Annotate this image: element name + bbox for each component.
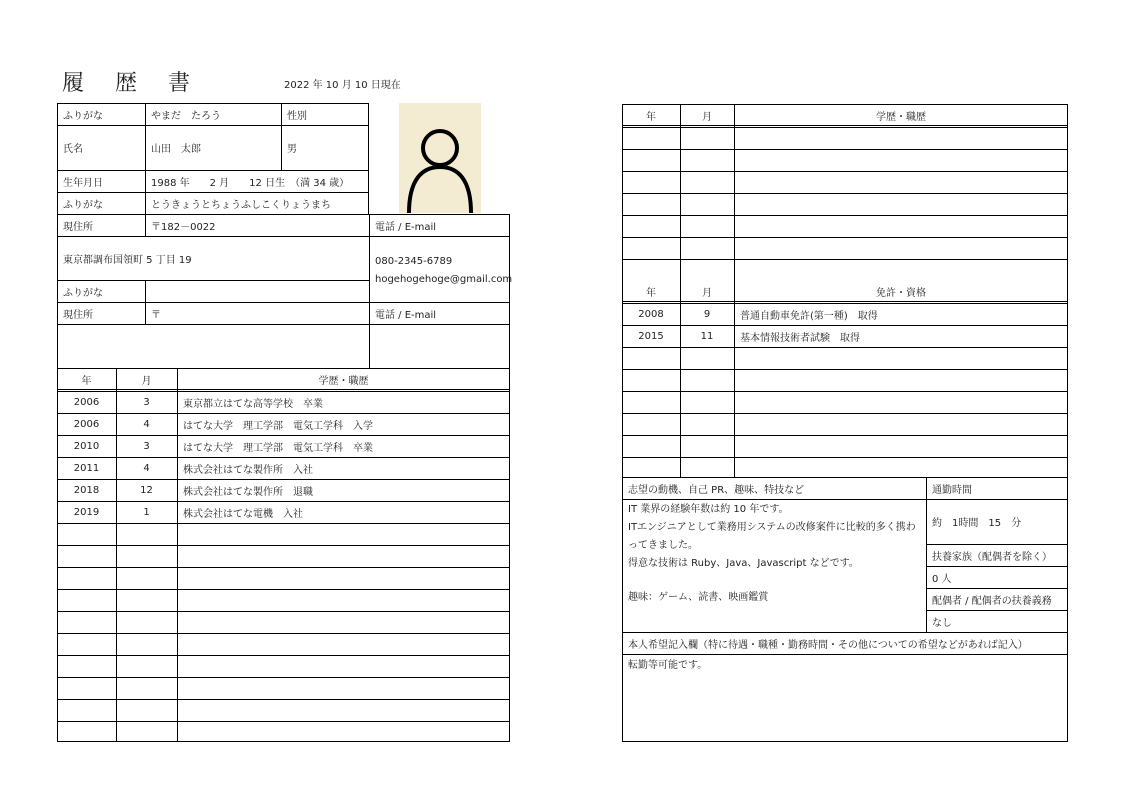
history-year-cell [622,457,680,479]
history-year-cell [622,149,680,171]
history-year-cell [622,237,680,259]
photo-placeholder [399,103,481,213]
history-content-cell: 株式会社はてな製作所 退職 [183,486,313,498]
history-content-cell [734,237,1068,259]
history-month-cell [116,633,177,655]
history-month-cell [680,413,734,435]
spouse-value: なし [932,617,952,629]
history-month-cell [116,677,177,699]
name-label: 氏名 [63,144,83,155]
history-year-cell [622,435,680,457]
history-year-cell [57,611,116,633]
dependents-label: 扶養家族（配偶者を除く） [932,551,1052,563]
history-content-cell: はてな大学 理工学部 電気工学科 卒業 [183,442,373,454]
person-icon [399,103,481,213]
history-content-cell: はてな大学 理工学部 電気工学科 入学 [183,420,373,432]
history-month-cell: 4 [143,418,150,430]
postal-code: 〒182－0022 [151,221,216,233]
history-content-cell [734,391,1068,413]
history-content-cell [177,699,510,721]
history-year-cell [622,369,680,391]
history-month-cell [116,611,177,633]
birth-value: 1988 年 2 月 12 日生 （満 34 歳） [151,177,350,189]
phone-number: 080-2345-6789 [375,256,453,267]
address-furigana-label: ふりがな [63,199,103,211]
license-year-header: 年 [646,287,656,299]
history-year-cell [622,391,680,413]
history-content-cell [177,721,510,743]
history-content-cell [734,171,1068,193]
history-year-cell: 2019 [73,506,100,518]
history-year-cell [57,721,116,743]
gender-label: 性別 [287,110,307,122]
motivation-line: 趣味：ゲーム、読書、映画鑑賞 [628,592,769,603]
history-content-cell [734,347,1068,369]
history-content-cell [177,545,510,567]
history-year-cell [57,633,116,655]
history-year-cell: 2006 [73,418,100,430]
contact-furigana-label: ふりがな [63,287,103,299]
right-year-header: 年 [646,111,656,123]
history-year-cell [622,215,680,237]
history-month-cell [116,699,177,721]
motivation-label: 志望の動機、自己 PR、趣味、特技など [628,484,805,496]
history-year-cell [622,347,680,369]
name-value: 山田 太郎 [151,144,201,155]
history-month-cell [680,127,734,149]
history-month-cell [680,193,734,215]
history-year-cell [622,259,680,281]
history-year-cell: 2011 [73,462,100,474]
history-year-cell [57,523,116,545]
history-month-cell: 9 [703,308,711,320]
history-content-cell [177,655,510,677]
date-stamp: 2022 年 10 月 10 日現在 [284,80,401,91]
motivation-line: ってきました。 [628,540,698,551]
history-content-cell [177,633,510,655]
history-content-cell [734,259,1068,281]
history-month-cell [116,523,177,545]
history-month-cell: 4 [143,462,150,474]
contact-phone-label: 電話 / E-mail [375,309,437,321]
history-content-cell [177,589,510,611]
requests-value: 転勤等可能です。 [628,659,708,671]
history-content-cell: 株式会社はてな電機 入社 [183,508,303,520]
address-furigana-value: とうきょうとちょうふしこくりょうまち [151,199,331,211]
history-year-cell: 2018 [73,484,100,496]
history-content-cell: 普通自動車免許(第一種) 取得 [740,310,878,322]
history-year-cell [57,699,116,721]
history-content-cell [734,413,1068,435]
history-month-cell: 1 [143,506,150,518]
history-content-cell: 基本情報技術者試験 取得 [740,332,860,344]
history-month-cell [680,171,734,193]
history-year-cell [622,413,680,435]
history-month-cell [680,259,734,281]
commute-value: 約 1時間 15 分 [932,518,1022,529]
phone-label: 電話 / E-mail [375,221,437,233]
history-month-cell [116,589,177,611]
history-content-cell [177,523,510,545]
history-content-cell [734,457,1068,479]
history-year-cell [57,589,116,611]
contact-postal: 〒 [151,309,161,321]
spouse-label: 配偶者 / 配偶者の扶養義務 [932,595,1052,607]
history-year-cell: 2015 [638,330,664,342]
right-content-header: 学歴・職歴 [876,111,926,123]
gender-value: 男 [287,144,297,155]
history-year-cell [622,193,680,215]
history-month-cell [680,457,734,479]
history-year-cell: 2008 [638,308,664,320]
history-year-header: 年 [81,375,92,387]
history-year-cell: 2006 [73,396,100,408]
license-month-header: 月 [702,287,712,299]
history-year-cell [57,677,116,699]
history-year-cell [57,545,116,567]
history-content-cell [734,149,1068,171]
email-address: hogehogehoge@gmail.com [375,274,513,285]
commute-label: 通勤時間 [932,484,972,496]
history-month-cell [680,347,734,369]
dependents-value: 0 人 [932,573,952,585]
contact-info [369,251,513,291]
history-month-cell [116,655,177,677]
contact-address-label: 現住所 [63,309,93,321]
history-content-cell [734,127,1068,149]
history-month-cell [680,215,734,237]
history-content-cell [177,567,510,589]
page-title: 履 歴 書 [62,71,202,96]
history-content-cell: 東京都立はてな高等学校 卒業 [183,398,323,410]
history-content-cell [734,369,1068,391]
address-value: 東京都調布国領町 5 丁目 19 [63,254,192,266]
history-month-cell [116,567,177,589]
history-month-cell [680,369,734,391]
motivation-line: ITエンジニアとして業務用システムの改修案件に比較的多く携わ [628,522,916,533]
history-year-cell [57,655,116,677]
furigana-label: ふりがな [63,110,103,122]
motivation-line: IT 業界の経験年数は約 10 年です。 [628,504,789,515]
birth-label: 生年月日 [63,177,103,189]
furigana-value: やまだ たろう [151,110,221,122]
history-content-cell [734,193,1068,215]
history-month-cell: 11 [700,330,714,342]
history-year-cell [57,567,116,589]
history-month-cell: 3 [143,396,150,408]
history-year-cell [622,127,680,149]
right-month-header: 月 [702,111,712,123]
license-content-header: 免許・資格 [876,287,926,299]
motivation-line: 得意な技術は Ruby、Java、Javascript などです。 [628,558,859,569]
address-label: 現住所 [63,221,93,233]
history-month-cell [680,149,734,171]
history-content-cell: 株式会社はてな製作所 入社 [183,464,313,476]
history-month-cell [680,237,734,259]
requests-label: 本人希望記入欄（特に待遇・職種・勤務時間・その他についての希望などがあれば記入） [628,639,1028,651]
history-month-cell: 3 [143,440,150,452]
history-content-cell [177,611,510,633]
history-month-cell [680,391,734,413]
history-year-cell [622,171,680,193]
history-year-cell: 2010 [73,440,100,452]
history-content-header: 学歴・職歴 [318,375,369,387]
motivation-text [622,499,926,609]
history-month-cell [680,435,734,457]
history-month-cell [116,721,177,743]
history-content-cell [177,677,510,699]
history-month-cell: 12 [140,484,153,496]
history-content-cell [734,435,1068,457]
history-month-header: 月 [141,375,152,387]
history-content-cell [734,215,1068,237]
history-month-cell [116,545,177,567]
